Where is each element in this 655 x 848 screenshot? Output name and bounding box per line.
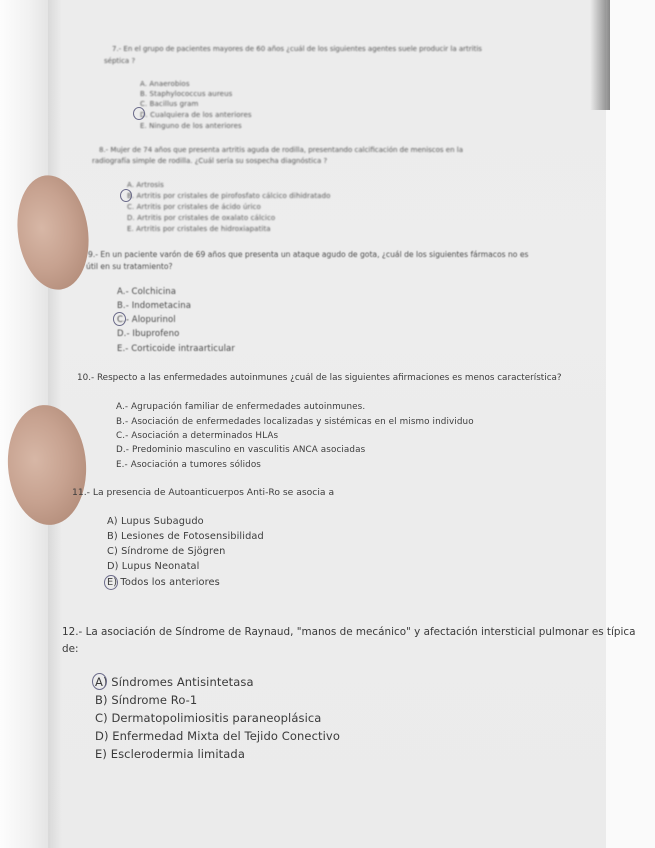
- q7-option-c: C. Bacillus gram: [140, 100, 199, 108]
- q8-option-a: A. Artrosis: [127, 181, 164, 189]
- q8-stem-line1: 8.- Mujer de 74 años que presenta artritis aguda de rodilla, presentando calcificación de meniscos en la: [99, 146, 463, 154]
- q9-stem-line2: útil en su tratamiento?: [86, 262, 173, 271]
- q11-option-d: D) Lupus Neonatal: [107, 561, 200, 572]
- q9-option-d: D.- Ibuprofeno: [117, 329, 180, 339]
- q10-option-e: E.- Asociación a tumores sólidos: [116, 460, 261, 470]
- q9-stem-line1: 9.- En un paciente varón de 69 años que presenta un ataque agudo de gota, ¿cuál de los siguientes fármacos no es: [88, 250, 529, 259]
- q11-stem: 11.- La presencia de Autoanticuerpos Anti-Ro se asocia a: [72, 487, 335, 498]
- q10-stem: 10.- Respecto a las enfermedades autoinmunes ¿cuál de las siguientes afirmaciones es menos característica?: [77, 373, 562, 383]
- q9-option-a: A.- Colchicina: [117, 287, 177, 297]
- q10-option-c: C.- Asociación a determinados HLAs: [116, 431, 279, 441]
- q12-option-e: E) Esclerodermia limitada: [95, 747, 245, 761]
- q9-option-e: E.- Corticoide intraarticular: [117, 344, 235, 354]
- q9-answer-circle: [113, 312, 126, 326]
- q7-option-a: A. Anaerobios: [140, 80, 190, 88]
- q12-stem-line2: de:: [62, 643, 79, 655]
- q12-option-a: A) Síndromes Antisintetasa: [95, 675, 254, 689]
- q12-option-c: C) Dermatopolimiositis paraneoplásica: [95, 711, 322, 725]
- q11-option-b: B) Lesiones de Fotosensibilidad: [107, 531, 264, 542]
- q11-answer-circle: [104, 575, 118, 590]
- q10-option-d: D.- Predominio masculino en vasculitis ANCA asociadas: [116, 445, 366, 455]
- q7-option-d: D. Cualquiera de los anteriores: [140, 111, 252, 119]
- q7-option-e: E. Ninguno de los anteriores: [140, 122, 242, 130]
- q9-option-c: C.- Alopurinol: [117, 315, 176, 325]
- q12-stem-line1: 12.- La asociación de Síndrome de Raynaud, "manos de mecánico" y afectación intersticial pulmonar es típica: [62, 626, 636, 638]
- q8-option-e: E. Artritis por cristales de hidroxiapatita: [127, 225, 271, 233]
- q7-stem-line1: 7.- En el grupo de pacientes mayores de 60 años ¿cuál de los siguientes agentes suele producir la artritis: [112, 45, 482, 53]
- q9-option-b: B.- Indometacina: [117, 301, 192, 311]
- q12-option-d: D) Enfermedad Mixta del Tejido Conectivo: [95, 729, 340, 743]
- q8-answer-circle: [120, 189, 132, 202]
- q11-option-c: C) Síndrome de Sjögren: [107, 546, 226, 557]
- q8-option-d: D. Artritis por cristales de oxalato cálcico: [127, 214, 276, 222]
- q7-stem-line2: séptica ?: [104, 57, 136, 65]
- top-right-shadow: [590, 0, 610, 110]
- q8-option-c: C. Artritis por cristales de ácido úrico: [127, 203, 261, 211]
- q8-stem-line2: radiografía simple de rodilla. ¿Cuál sería su sospecha diagnóstica ?: [92, 157, 328, 165]
- q11-option-a: A) Lupus Subagudo: [107, 516, 204, 527]
- q8-option-b: B. Artritis por cristales de pirofosfato cálcico dihidratado: [127, 192, 331, 200]
- q7-answer-circle: [133, 107, 145, 120]
- q10-option-a: A.- Agrupación familiar de enfermedades autoinmunes.: [116, 402, 366, 412]
- q12-answer-circle: [92, 673, 107, 690]
- q7-option-b: B. Staphylococcus aureus: [140, 90, 233, 98]
- q10-option-b: B.- Asociación de enfermedades localizadas y sistémicas en el mismo individuo: [116, 417, 474, 427]
- background-right: [606, 0, 655, 848]
- q11-option-e: E) Todos los anteriores: [107, 577, 220, 588]
- q12-option-b: B) Síndrome Ro-1: [95, 693, 198, 707]
